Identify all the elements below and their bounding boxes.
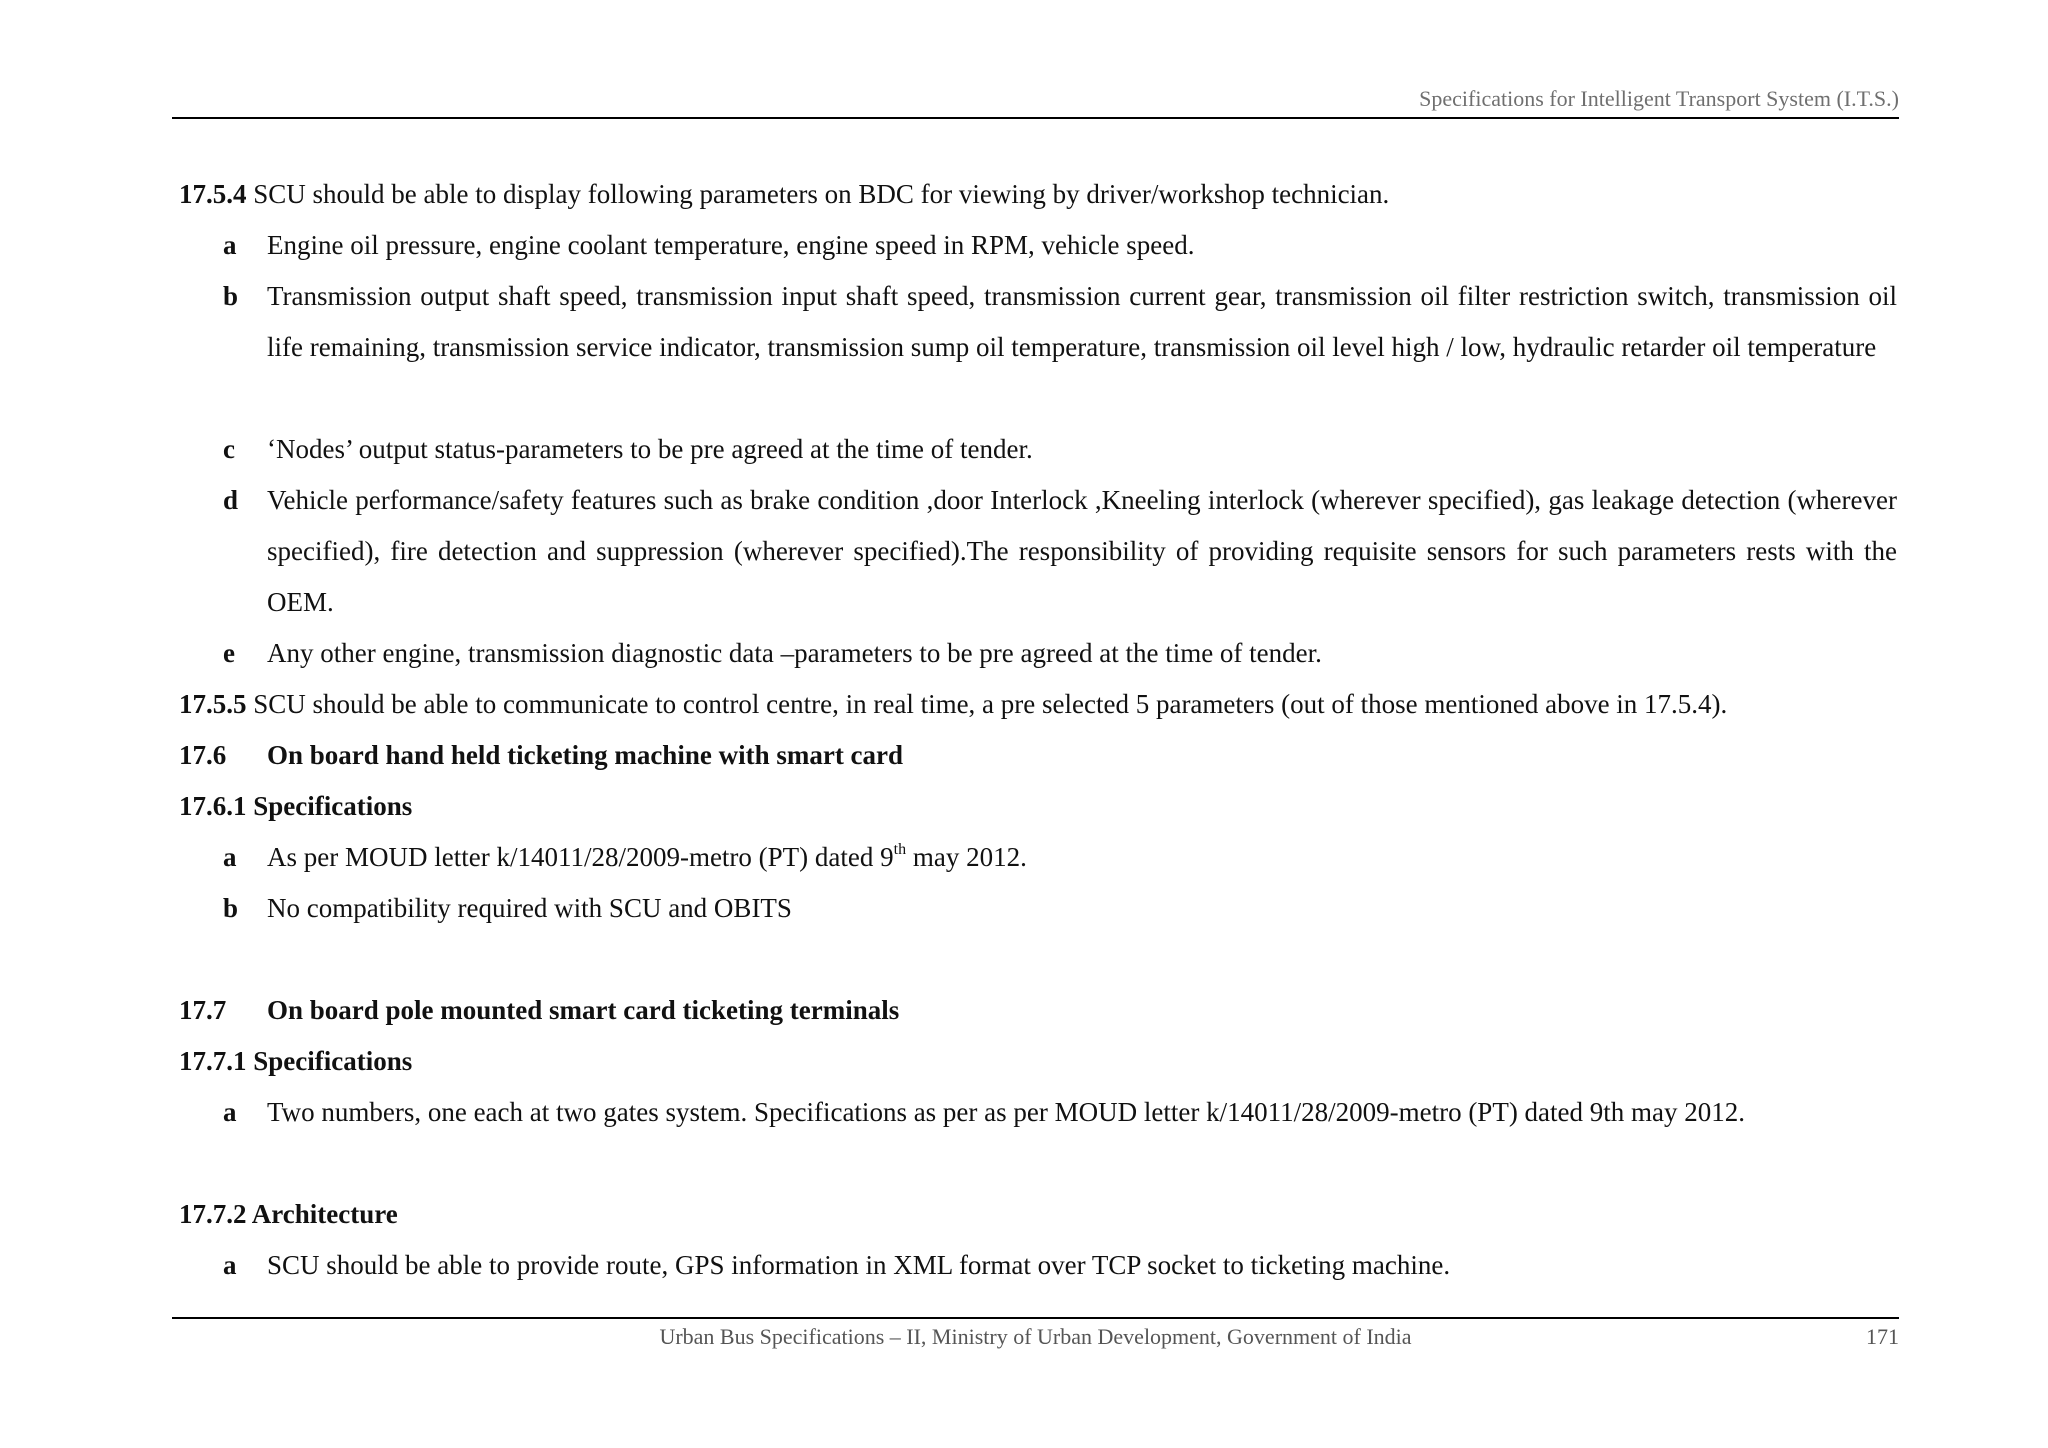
page-footer-text: Urban Bus Specifications – II, Ministry of Urban Development, Government of India [659,1324,1412,1349]
section-17-5-4 [179,177,1389,211]
section-number: 17.6 [179,740,227,770]
section-17-6-1-heading [179,789,412,823]
section-title: On board hand held ticketing machine with smart card [267,740,904,770]
list-marker: a [223,1250,237,1280]
list-text: Any other engine, transmission diagnostic data –parameters to be pre agreed at the time of tender. [267,638,1322,668]
header-rule [172,117,1899,119]
list-marker: d [223,485,239,515]
section-title: On board pole mounted smart card ticketing terminals [267,995,900,1025]
section-text: SCU should be able to display following parameters on BDC for viewing by driver/workshop technician. [253,179,1390,209]
list-text: Two numbers, one each at two gates system. Specifications as per as per MOUD letter k/14011/28/2009-metro (PT) dated 9th may 2012. [267,1097,1746,1127]
section-text: SCU should be able to communicate to control centre, in real time, a pre selected 5 parameters (out of those mentioned above in 17.5.4). [253,689,1728,719]
list-text: Transmission output shaft speed, transmission input shaft speed, transmission current gear, transmission oil filter restriction switch, transmission oil life remaining, transmission service indicator, transmission sump oil temperature, transmission oil level high / low, hydraulic retarder oil temperature [267,281,1897,362]
page-number: 171 [1866,1324,1899,1349]
section-17-7-2-heading [179,1197,398,1231]
section-17-7-1-heading [179,1044,412,1078]
list-text-tail: may 2012. [906,842,1027,872]
list-marker: b [223,281,239,311]
list-marker: c [223,434,235,464]
list-marker: b [223,893,239,923]
section-number: 17.7 [179,995,227,1025]
page-header-title: Specifications for Intelligent Transport System (I.T.S.) [1419,86,1899,111]
list-marker: a [223,230,237,260]
section-17-5-5 [179,687,1727,721]
list-text [267,840,1027,874]
list-marker: a [223,1097,237,1127]
section-number: 17.5.4 [179,179,247,209]
section-number: 17.7.1 [179,1046,247,1076]
section-number: 17.5.5 [179,689,247,719]
footer-rule [172,1317,1899,1319]
section-title: Specifications [253,791,413,821]
list-text: ‘Nodes’ output status-parameters to be pre agreed at the time of tender. [267,434,1033,464]
list-text: No compatibility required with SCU and OBITS [267,893,792,923]
list-text: Vehicle performance/safety features such as brake condition ,door Interlock ,Kneeling interlock (wherever specified), gas leakage detection (wherever specified), fire detection and suppression (wherever specified).The responsibility of providing requisite sensors for such parameters rests with the OEM. [267,485,1897,617]
section-number: 17.7.2 [179,1199,247,1229]
list-marker: a [223,842,237,872]
list-text: Engine oil pressure, engine coolant temperature, engine speed in RPM, vehicle speed. [267,230,1195,260]
section-title: Specifications [253,1046,413,1076]
list-text-main: As per MOUD letter k/14011/28/2009-metro (PT) dated 9 [267,842,894,872]
section-title: Architecture [251,1199,398,1229]
ordinal-suffix: th [893,841,907,858]
section-number: 17.6.1 [179,791,247,821]
list-text: SCU should be able to provide route, GPS information in XML format over TCP socket to ticketing machine. [267,1250,1451,1280]
list-marker: e [223,638,235,668]
